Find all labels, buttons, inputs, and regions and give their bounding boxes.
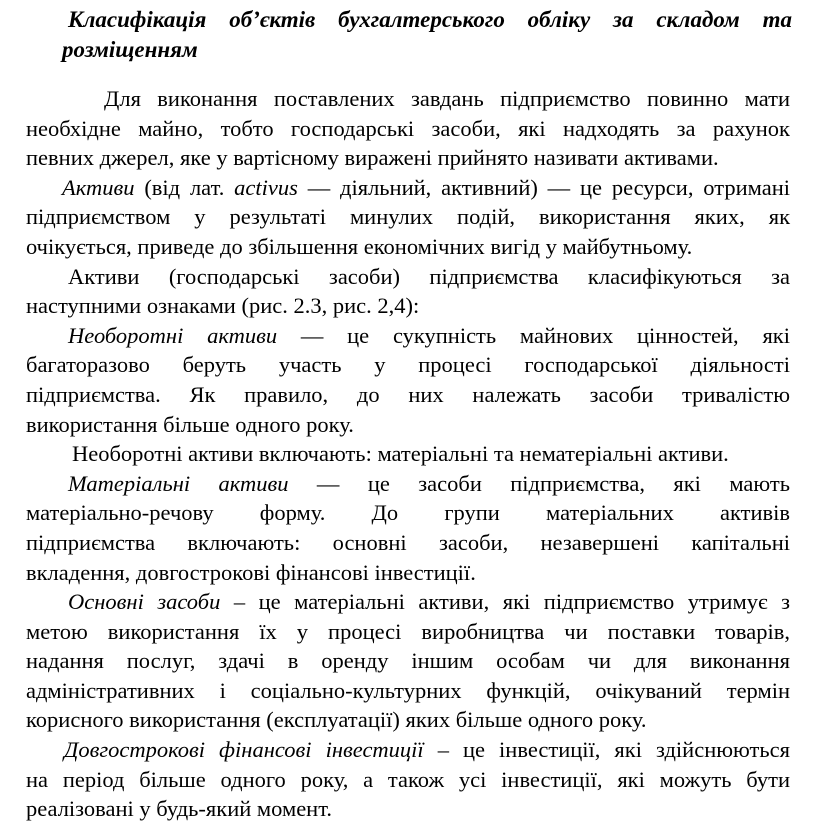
title-line-1: Класифікація об’єктів бухгалтерського обліку за складом та — [68, 7, 792, 32]
text-line: певних джерел, яке у вартісному виражені прийнято називати активами. — [26, 145, 719, 171]
text-line — [26, 469, 790, 499]
text-line: корисного використання (експлуатації) яких більше одного року. — [26, 707, 647, 733]
text-line: реалізовані у будь-який момент. — [26, 796, 332, 822]
text-line: багаторазово беруть участь у процесі господарської діяльності — [26, 352, 790, 378]
text-segment: — діяльний, активний) — це ресурси, отримані — [297, 174, 790, 200]
text-line: необхідне майно, тобто господарські засоби, які надходять за рахунок — [26, 115, 790, 141]
text-line: Активи (господарські засоби) підприємства класифікуються за — [68, 263, 790, 289]
text-line: очікується, приведе до збільшення економічних вигід у майбутньому. — [26, 233, 693, 259]
title-line-2: розміщенням — [62, 37, 198, 62]
term-tangible-assets: Матеріальні активи — [68, 470, 289, 496]
text-line: вкладення, довгострокові фінансові інвестиції. — [26, 559, 476, 585]
text-line — [26, 735, 790, 765]
text-line: використання більше одного року. — [26, 411, 354, 437]
text-line: наступними ознаками (рис. 2.3, рис. 2,4): — [26, 293, 420, 319]
text-line: метою використання їх у процесі виробництва чи поставки товарів, — [26, 618, 790, 644]
term-long-term-investments: Довгострокові фінансові інвестиції — [64, 737, 424, 763]
paragraph-assets-intro — [26, 84, 790, 173]
text-segment: — це засоби підприємства, які мають — [288, 470, 791, 496]
text-segment: (від лат. — [134, 174, 235, 200]
paragraph-long-term-investments — [26, 735, 790, 824]
paragraph-assets-definition — [26, 173, 790, 262]
text-line: підприємства. Як правило, до них належать засоби тривалістю — [26, 381, 790, 407]
paragraph-noncurrent-assets — [26, 321, 790, 439]
text-segment: – це матеріальні активи, які підприємство утримує з — [220, 589, 790, 615]
text-line: на період більше одного року, а також усі інвестиції, які можуть бути — [26, 766, 790, 792]
text-segment: – це інвестиції, які здійснюються — [423, 737, 790, 763]
text-line: матеріально-речову форму. До групи матеріальних активів — [26, 500, 790, 526]
text-line: підприємством у результаті минулих подій, використання яких, як — [26, 204, 790, 230]
paragraph-classification — [26, 262, 790, 321]
text-line — [26, 173, 790, 203]
text-line: Для виконання поставлених завдань підприємство повинно мати — [104, 86, 790, 111]
paragraph-fixed-assets — [26, 587, 790, 735]
paragraph-noncurrent-includes — [26, 439, 790, 469]
text-line: підприємства включають: основні засоби, незавершені капітальні — [26, 529, 790, 555]
text-line: Необоротні активи включають: матеріальні та нематеріальні активи. — [72, 441, 729, 467]
paragraph-tangible-assets — [26, 469, 790, 587]
text-line: надання послуг, здачі в оренду іншим особам чи для виконання — [26, 648, 790, 674]
term-assets: Активи — [62, 174, 135, 200]
page-title — [62, 5, 792, 65]
term-fixed-assets: Основні засоби — [68, 589, 221, 615]
text-segment: — це сукупність майнових цінностей, які — [277, 322, 790, 348]
text-line — [26, 321, 790, 351]
text-line: адміністративних і соціально-культурних функцій, очікуваний термін — [26, 677, 790, 703]
term-latin-activus: activus — [234, 174, 298, 200]
term-noncurrent-assets: Необоротні активи — [68, 322, 278, 348]
document-body — [26, 84, 790, 824]
text-line — [26, 587, 790, 617]
